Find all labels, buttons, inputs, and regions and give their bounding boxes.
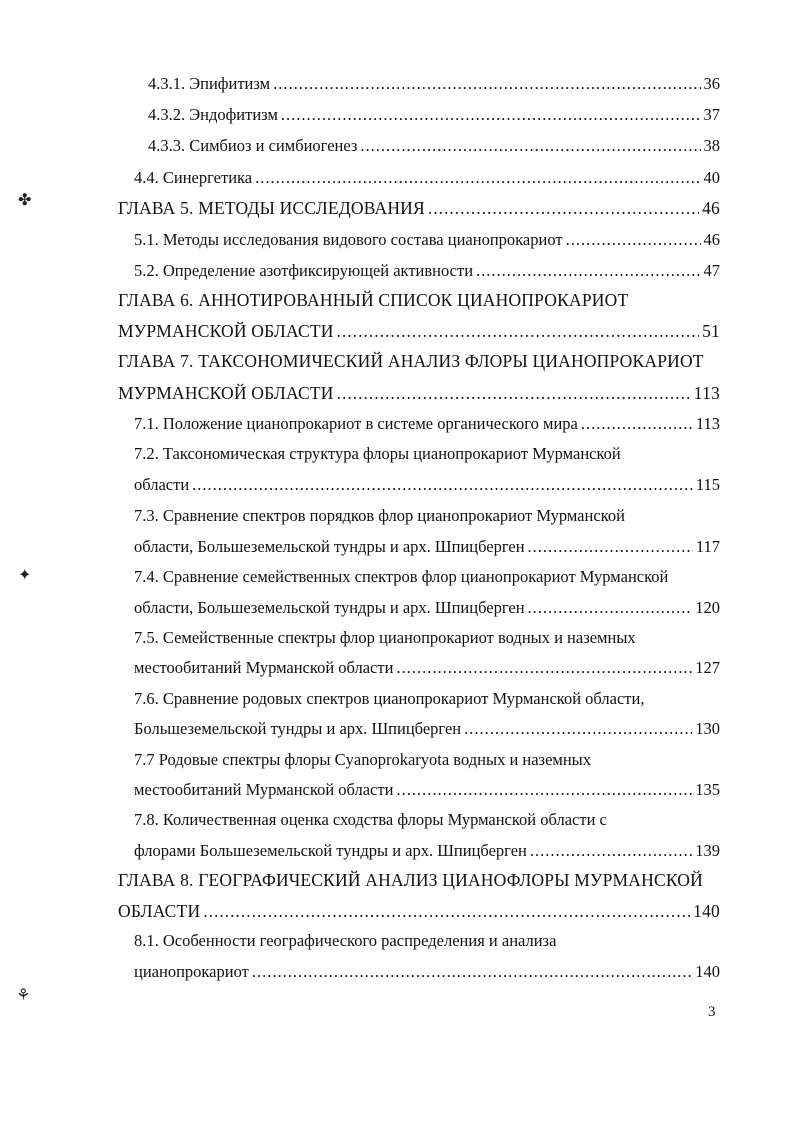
toc-entry-page: 140 bbox=[695, 962, 720, 981]
toc-entry bbox=[134, 810, 720, 830]
toc-entry bbox=[134, 537, 720, 557]
toc-chapter bbox=[118, 198, 720, 218]
toc-leader bbox=[428, 198, 699, 218]
toc-entry-title: местообитаний Мурманской области bbox=[134, 780, 394, 799]
toc-entry-title: ГЛАВА 8. ГЕОГРАФИЧЕСКИЙ АНАЛИЗ ЦИАНОФЛОРЫ МУРМАНСКОЙ bbox=[118, 870, 703, 890]
toc-entry-title: ГЛАВА 7. ТАКСОНОМИЧЕСКИЙ АНАЛИЗ ФЛОРЫ ЦИАНОПРОКАРИОТ bbox=[118, 351, 704, 371]
toc-entry-page: 37 bbox=[703, 105, 720, 124]
toc-entry-title: ГЛАВА 5. МЕТОДЫ ИССЛЕДОВАНИЯ bbox=[118, 198, 425, 218]
toc-entry bbox=[134, 780, 720, 800]
toc-entry-title: 7.8. Количественная оценка сходства флоры Мурманской области с bbox=[134, 810, 607, 829]
toc-leader bbox=[281, 105, 701, 125]
toc-entry-page: 40 bbox=[703, 168, 720, 187]
toc-entry bbox=[134, 168, 720, 188]
scan-mark-icon: ⚘ bbox=[16, 987, 31, 1004]
toc-entry-title: области bbox=[134, 475, 190, 494]
toc-entry-title: МУРМАНСКОЙ ОБЛАСТИ bbox=[118, 383, 334, 403]
toc-entry bbox=[134, 962, 720, 982]
page-number: 3 bbox=[708, 1004, 716, 1020]
toc-leader bbox=[581, 414, 693, 434]
toc-entry bbox=[134, 931, 720, 951]
toc-entry-title: Большеземельской тундры и арх. Шпицберген bbox=[134, 719, 462, 738]
toc-entry bbox=[134, 628, 720, 648]
toc-entry-page: 46 bbox=[702, 198, 720, 218]
toc-chapter bbox=[118, 870, 720, 890]
toc-entry-page: 139 bbox=[695, 841, 720, 860]
toc-entry bbox=[134, 719, 720, 739]
toc-entry-page: 135 bbox=[695, 780, 720, 799]
toc-leader bbox=[530, 841, 692, 861]
toc-entry-title: 7.3. Сравнение спектров порядков флор цианопрокариот Мурманской bbox=[134, 506, 625, 525]
toc-entry bbox=[148, 105, 720, 125]
toc-entry-title: 7.7 Родовые спектры флоры Cyanoprokaryota водных и наземных bbox=[134, 750, 592, 769]
toc-leader bbox=[192, 475, 693, 495]
toc-entry-title: 4.4. Синергетика bbox=[134, 168, 253, 187]
toc-entry bbox=[134, 658, 720, 678]
toc-entry-page: 115 bbox=[695, 475, 720, 494]
toc-entry bbox=[134, 444, 720, 464]
toc-leader bbox=[528, 537, 693, 557]
toc-entry-title: флорами Большеземельской тундры и арх. Шпицберген bbox=[134, 841, 527, 860]
toc-entry-title: области, Большеземельской тундры и арх. Шпицберген bbox=[134, 598, 525, 617]
toc-chapter bbox=[118, 351, 720, 371]
toc-entry-title: области, Большеземельской тундры и арх. Шпицберген bbox=[134, 537, 525, 556]
toc-entry bbox=[148, 74, 720, 94]
toc-entry-page: 140 bbox=[693, 901, 720, 921]
toc-entry-page: 36 bbox=[703, 74, 720, 93]
toc-entry-page: 117 bbox=[695, 537, 720, 556]
toc-leader bbox=[337, 321, 700, 341]
toc-entry-title: местообитаний Мурманской области bbox=[134, 658, 394, 677]
toc-entry-title: 7.5. Семейственные спектры флор цианопрокариот водных и наземных bbox=[134, 628, 636, 647]
toc-entry-page: 38 bbox=[703, 136, 720, 155]
toc-entry-page: 113 bbox=[695, 414, 720, 433]
toc-entry-title: МУРМАНСКОЙ ОБЛАСТИ bbox=[118, 321, 334, 341]
toc-entry-title: 7.1. Положение цианопрокариот в системе органического мира bbox=[134, 414, 578, 433]
toc-entry-title: 5.1. Методы исследования видового состава цианопрокариот bbox=[134, 230, 563, 249]
toc-entry-title: ГЛАВА 6. АННОТИРОВАННЫЙ СПИСОК ЦИАНОПРОКАРИОТ bbox=[118, 290, 629, 310]
toc-entry-title: ОБЛАСТИ bbox=[118, 901, 201, 921]
toc-entry bbox=[134, 567, 720, 587]
toc-entry-title: 8.1. Особенности географического распределения и анализа bbox=[134, 931, 557, 950]
toc-chapter bbox=[118, 901, 720, 921]
toc-chapter bbox=[118, 290, 720, 310]
toc-entry bbox=[134, 689, 720, 709]
toc-leader bbox=[476, 261, 700, 281]
toc-entry-title: цианопрокариот bbox=[134, 962, 249, 981]
toc-entry-title: 4.3.2. Эндофитизм bbox=[148, 105, 278, 124]
toc-entry-page: 47 bbox=[703, 261, 720, 280]
toc-entry bbox=[134, 506, 720, 526]
toc-leader bbox=[255, 168, 700, 188]
toc-entry-title: 7.2. Таксономическая структура флоры цианопрокариот Мурманской bbox=[134, 444, 621, 463]
toc-entry-page: 127 bbox=[695, 658, 720, 677]
toc-entry bbox=[134, 230, 720, 250]
toc-leader bbox=[396, 780, 692, 800]
toc-entry-title: 5.2. Определение азотфиксирующей активности bbox=[134, 261, 474, 280]
toc-entry bbox=[134, 261, 720, 281]
toc-leader bbox=[396, 658, 692, 678]
toc-chapter bbox=[118, 383, 720, 403]
toc-entry bbox=[134, 750, 720, 770]
scan-mark-icon: ✤ bbox=[18, 192, 32, 209]
toc-leader bbox=[252, 962, 692, 982]
toc-leader bbox=[566, 230, 701, 250]
toc-entry-title: 7.6. Сравнение родовых спектров цианопрокариот Мурманской области, bbox=[134, 689, 645, 708]
toc-entry bbox=[134, 598, 720, 618]
toc-leader bbox=[464, 719, 692, 739]
toc-leader bbox=[360, 136, 700, 156]
toc-leader bbox=[337, 383, 691, 403]
toc-entry-page: 113 bbox=[693, 383, 720, 403]
toc-entry-page: 130 bbox=[695, 719, 720, 738]
toc-entry bbox=[134, 414, 720, 434]
toc-entry-page: 120 bbox=[695, 598, 720, 617]
toc-entry bbox=[134, 475, 720, 495]
toc-leader bbox=[203, 901, 690, 921]
scan-mark-icon: ✦ bbox=[18, 567, 32, 584]
toc-entry-page: 51 bbox=[702, 321, 720, 341]
toc-leader bbox=[273, 74, 700, 94]
toc-entry-title: 4.3.1. Эпифитизм bbox=[148, 74, 271, 93]
toc-chapter bbox=[118, 321, 720, 341]
toc-entry bbox=[134, 841, 720, 861]
toc-entry-page: 46 bbox=[703, 230, 720, 249]
toc-entry bbox=[148, 136, 720, 156]
toc-leader bbox=[528, 598, 693, 618]
toc-entry-title: 7.4. Сравнение семейственных спектров флор цианопрокариот Мурманской bbox=[134, 567, 669, 586]
toc-entry-title: 4.3.3. Симбиоз и симбиогенез bbox=[148, 136, 358, 155]
